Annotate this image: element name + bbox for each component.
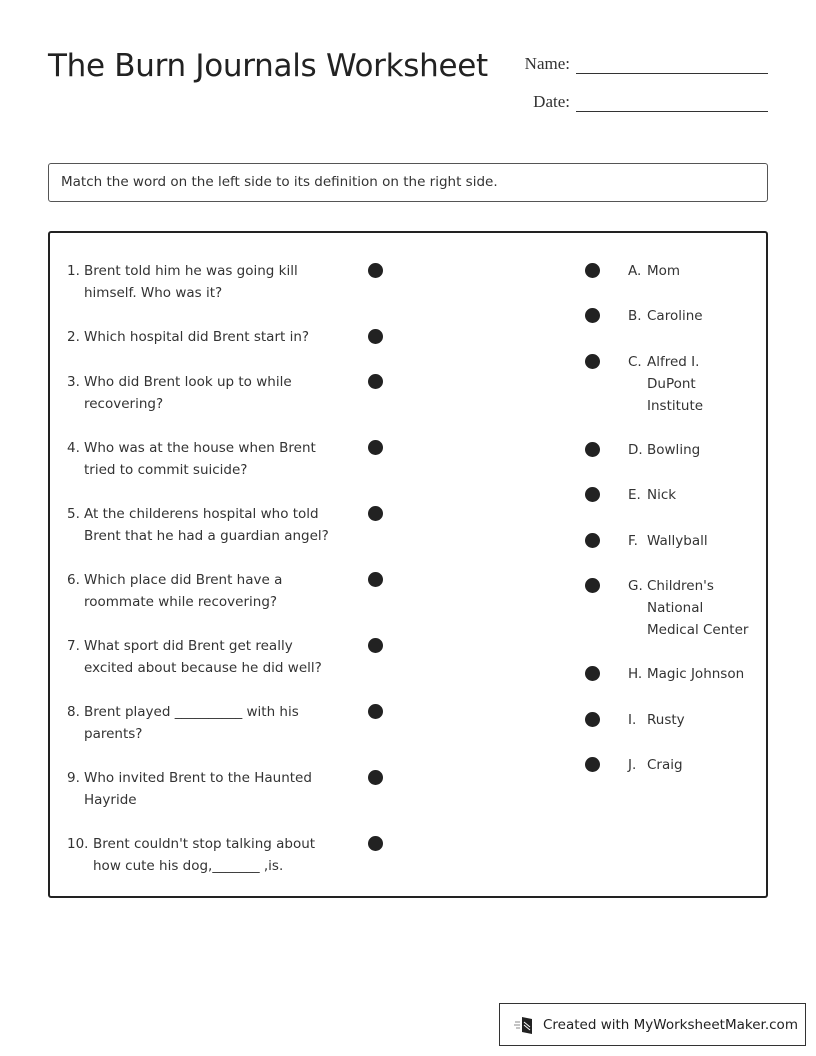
question-number: 9. bbox=[67, 770, 80, 786]
question-dot[interactable] bbox=[368, 704, 383, 719]
answer-letter: C. bbox=[628, 354, 642, 370]
question-number: 3. bbox=[67, 374, 80, 390]
question-text: Brent played __________ with his parents? bbox=[84, 704, 299, 742]
question-text: At the childerens hospital who told Brent that he had a guardian angel? bbox=[84, 506, 329, 544]
answer-text: Rusty bbox=[647, 712, 685, 728]
answer-text: Craig bbox=[647, 757, 683, 773]
worksheet-maker-logo-icon bbox=[514, 1014, 536, 1036]
answer-text: Mom bbox=[647, 263, 681, 279]
answer-item bbox=[628, 439, 768, 461]
question-dot[interactable] bbox=[368, 329, 383, 344]
question-text: Brent couldn't stop talking about how cute his dog,_______ ,is. bbox=[93, 836, 316, 874]
answer-dot[interactable] bbox=[585, 666, 600, 681]
question-item bbox=[67, 437, 337, 481]
answer-letter: A. bbox=[628, 263, 642, 279]
question-number: 7. bbox=[67, 638, 80, 654]
question-dot[interactable] bbox=[368, 374, 383, 389]
instructions-box: Match the word on the left side to its definition on the right side. bbox=[48, 163, 768, 202]
answer-item bbox=[628, 484, 768, 506]
answer-letter: E. bbox=[628, 487, 641, 503]
answer-text: Nick bbox=[647, 487, 677, 503]
answer-dot[interactable] bbox=[585, 712, 600, 727]
question-item bbox=[67, 371, 337, 415]
matching-section bbox=[48, 231, 768, 898]
answer-item bbox=[628, 351, 728, 417]
question-text: Which place did Brent have a roommate while recovering? bbox=[84, 572, 283, 610]
question-dot[interactable] bbox=[368, 638, 383, 653]
name-field bbox=[510, 54, 768, 74]
answer-letter: G. bbox=[628, 578, 643, 594]
answer-letter: F. bbox=[628, 533, 638, 549]
answer-item bbox=[628, 305, 768, 327]
question-dot[interactable] bbox=[368, 263, 383, 278]
answer-item bbox=[628, 754, 768, 776]
question-number: 4. bbox=[67, 440, 80, 456]
question-number: 6. bbox=[67, 572, 80, 588]
answer-dot[interactable] bbox=[585, 263, 600, 278]
question-item bbox=[67, 326, 337, 348]
answer-letter: D. bbox=[628, 442, 643, 458]
question-item bbox=[67, 767, 337, 811]
question-dot[interactable] bbox=[368, 572, 383, 587]
question-number: 2. bbox=[67, 329, 80, 345]
answer-letter: I. bbox=[628, 712, 637, 728]
date-label: Date: bbox=[533, 92, 570, 111]
question-text: Brent told him he was going kill himself. Who was it? bbox=[84, 263, 298, 301]
question-item bbox=[67, 635, 337, 679]
answer-letter: B. bbox=[628, 308, 642, 324]
answer-dot[interactable] bbox=[585, 354, 600, 369]
question-number: 1. bbox=[67, 263, 80, 279]
answer-text: Caroline bbox=[647, 308, 703, 324]
name-label: Name: bbox=[524, 54, 570, 73]
date-line[interactable] bbox=[576, 92, 768, 112]
question-number: 5. bbox=[67, 506, 80, 522]
question-number: 8. bbox=[67, 704, 80, 720]
answer-item bbox=[628, 709, 768, 731]
footer-text: Created with MyWorksheetMaker.com bbox=[543, 1016, 798, 1033]
question-number: 10. bbox=[67, 836, 89, 852]
question-dot[interactable] bbox=[368, 836, 383, 851]
question-text: Who invited Brent to the Haunted Hayride bbox=[84, 770, 312, 808]
answer-dot[interactable] bbox=[585, 308, 600, 323]
answer-letter: J. bbox=[628, 757, 637, 773]
answer-dot[interactable] bbox=[585, 487, 600, 502]
answer-text: Magic Johnson bbox=[647, 666, 745, 682]
answer-text: Children's National Medical Center bbox=[647, 578, 749, 638]
answer-item bbox=[628, 260, 768, 282]
question-text: Who did Brent look up to while recovering? bbox=[84, 374, 292, 412]
answer-text: Wallyball bbox=[647, 533, 708, 549]
question-text: Which hospital did Brent start in? bbox=[84, 329, 310, 345]
name-line[interactable] bbox=[576, 54, 768, 74]
answer-item bbox=[628, 530, 768, 552]
question-item bbox=[67, 260, 337, 304]
question-item bbox=[67, 503, 337, 547]
question-item bbox=[67, 701, 337, 745]
answer-dot[interactable] bbox=[585, 533, 600, 548]
answer-dot[interactable] bbox=[585, 757, 600, 772]
question-item bbox=[67, 569, 337, 613]
question-dot[interactable] bbox=[368, 506, 383, 521]
question-dot[interactable] bbox=[368, 440, 383, 455]
question-item bbox=[67, 833, 337, 877]
answer-letter: H. bbox=[628, 666, 643, 682]
date-field bbox=[510, 92, 768, 112]
answer-dot[interactable] bbox=[585, 442, 600, 457]
footer-credit[interactable] bbox=[499, 1003, 806, 1046]
answer-text: Bowling bbox=[647, 442, 701, 458]
question-text: What sport did Brent get really excited about because he did well? bbox=[84, 638, 322, 676]
answer-dot[interactable] bbox=[585, 578, 600, 593]
question-dot[interactable] bbox=[368, 770, 383, 785]
answer-item bbox=[628, 575, 758, 641]
answer-item bbox=[628, 663, 768, 685]
answer-text: Alfred I. DuPont Institute bbox=[647, 354, 704, 414]
question-text: Who was at the house when Brent tried to commit suicide? bbox=[84, 440, 316, 478]
page-title: The Burn Journals Worksheet bbox=[48, 48, 488, 84]
